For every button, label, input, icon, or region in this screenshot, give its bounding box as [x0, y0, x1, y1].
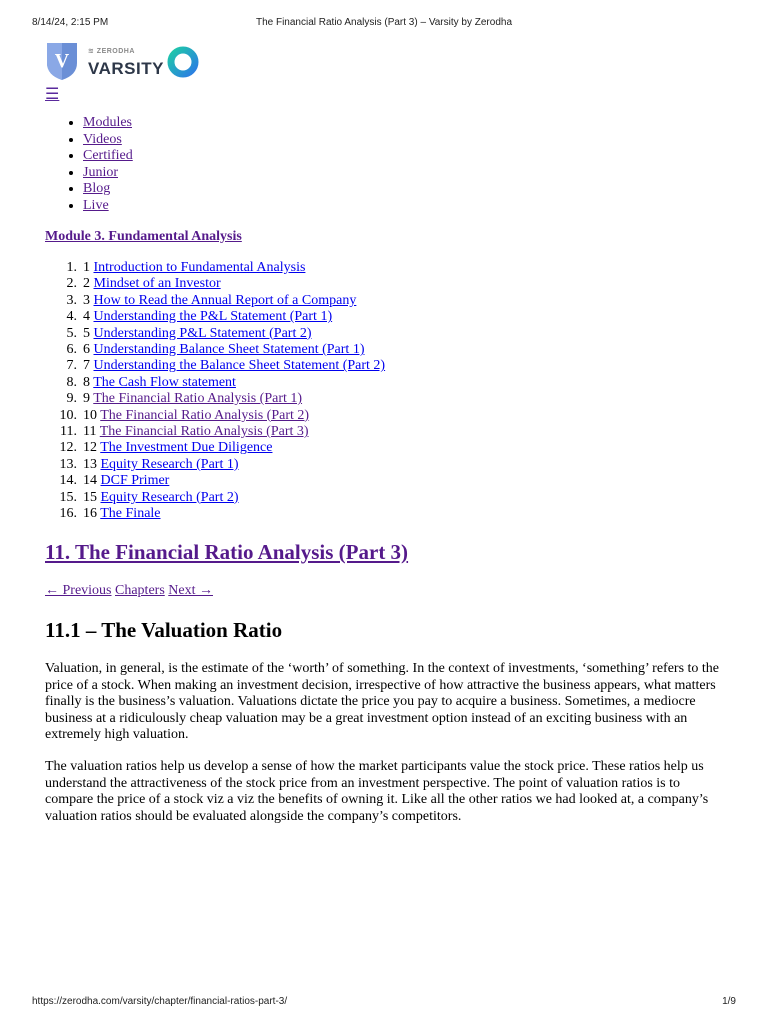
chapter-heading	[45, 540, 408, 565]
chapter-number: 10	[83, 407, 97, 423]
nav-item-modules	[83, 115, 133, 132]
chapter-list	[45, 260, 385, 523]
page-number: 1/9	[722, 996, 736, 1007]
chapter-item	[66, 342, 385, 358]
varsity-brand: VARSITY	[88, 59, 164, 78]
chapter-number: 1	[83, 260, 90, 275]
next-link[interactable]: Next →	[168, 583, 213, 598]
chapter-number: 4	[83, 309, 90, 325]
chapter-item	[59, 473, 385, 489]
chapter-link[interactable]: Understanding P&L Statement (Part 2)	[93, 325, 312, 341]
chapter-number: 9	[83, 391, 90, 407]
chapter-number: 5	[83, 325, 90, 341]
chapter-item	[66, 309, 385, 325]
chapter-heading-link[interactable]: 11. The Financial Ratio Analysis (Part 3)	[45, 540, 409, 564]
nav-item-blog	[83, 181, 133, 198]
print-url: https://zerodha.com/varsity/chapter/financial-ratios-part-3/	[32, 996, 288, 1007]
chapter-index: 3.	[66, 292, 77, 308]
zerodha-brand: ≋ ZERODHA	[88, 48, 135, 55]
chapter-index: 15.	[59, 489, 77, 505]
chapter-link[interactable]: Introduction to Fundamental Analysis	[93, 260, 306, 275]
chapter-number: 13	[83, 456, 97, 472]
nav-link-modules[interactable]: Modules	[83, 115, 132, 130]
chapter-number: 6	[83, 342, 90, 358]
section-heading: 11.1 – The Valuation Ratio	[45, 618, 283, 642]
chapter-number: 16	[83, 506, 97, 522]
ring-logo-icon	[166, 45, 200, 79]
chapter-number: 11	[83, 424, 97, 440]
chapter-number: 2	[83, 276, 90, 292]
chapter-link[interactable]: The Cash Flow statement	[93, 374, 236, 390]
nav-item-certified	[83, 148, 133, 165]
chapter-link[interactable]: The Financial Ratio Analysis (Part 1)	[93, 391, 303, 407]
chapter-link[interactable]: How to Read the Annual Report of a Company	[93, 292, 357, 308]
chapter-index: 8.	[66, 374, 77, 390]
chapter-link[interactable]: The Finale	[100, 506, 161, 522]
chapter-item	[66, 358, 386, 374]
nav-link-blog[interactable]: Blog	[83, 181, 111, 196]
chapter-link[interactable]: Equity Research (Part 2)	[100, 489, 239, 505]
chapter-number: 3	[83, 292, 90, 308]
chapter-index: 4.	[66, 309, 77, 325]
chapter-index: 9.	[66, 391, 77, 407]
body-paragraph: The valuation ratios help us develop a sense of how the market participants value the stock price. These ratios help us understand the attractiveness of the stock price from an investment perspective. The point of valuation ratios is to compare the price of a stock viz a viz the benefits of owning it. Like all the other ratios we had looked at, a company’s valuation ratios should be evaluated alongside the company’s competitors.	[45, 759, 709, 824]
previous-link[interactable]: ← Previous	[45, 583, 112, 598]
chapters-link[interactable]: Chapters	[115, 583, 165, 598]
chapter-item	[66, 292, 385, 309]
chapter-item	[66, 374, 385, 391]
hamburger-menu-icon[interactable]: ☰	[45, 86, 60, 103]
nav-link-junior[interactable]: Junior	[83, 164, 118, 180]
print-footer	[32, 996, 736, 1007]
nav-item-live	[83, 198, 133, 215]
chapter-index: 10.	[59, 407, 77, 423]
chapter-item	[59, 440, 385, 456]
chapter-number: 14	[83, 473, 97, 489]
chapter-link[interactable]: The Investment Due Diligence	[100, 440, 273, 456]
nav-item-junior	[83, 165, 133, 182]
chapter-index: 14.	[59, 473, 77, 489]
main-nav	[45, 115, 133, 214]
chapter-nav	[45, 583, 213, 599]
chapter-number: 8	[83, 374, 90, 390]
chapter-index: 13.	[59, 456, 77, 472]
chapter-link[interactable]: Understanding the P&L Statement (Part 1)	[93, 309, 333, 325]
chapter-item	[59, 489, 385, 506]
shield-icon	[45, 41, 79, 81]
print-doc-title: The Financial Ratio Analysis (Part 3) – Varsity by Zerodha	[255, 17, 513, 28]
nav-item-videos	[83, 132, 133, 149]
chapter-link[interactable]: DCF Primer	[100, 473, 170, 489]
chapter-index: 12.	[59, 440, 77, 456]
chapter-index: 1.	[66, 260, 77, 275]
chapter-link[interactable]: The Financial Ratio Analysis (Part 2)	[100, 407, 310, 423]
chapter-item	[66, 325, 385, 342]
chapter-index: 16.	[59, 506, 77, 522]
chapter-number: 12	[83, 440, 97, 456]
chapter-index: 5.	[66, 325, 77, 341]
body-paragraph: Valuation, in general, is the estimate of the ‘worth’ of something. In the context of investments, ‘something’ refers to the price of a stock. When making an investment decision, irrespective of how attractive the business appears, what matters finally is the business’s valuation. Valuations dictate the price you pay to acquire a business. Sometimes, a mediocre business at a ridiculously cheap valuation may be a great investment option instead of an exciting business with an extremely high valuation.	[45, 661, 720, 742]
chapter-link[interactable]: Equity Research (Part 1)	[100, 456, 239, 472]
chapter-item	[66, 260, 385, 276]
varsity-logo-link[interactable]	[45, 41, 205, 83]
chapter-link[interactable]: Understanding the Balance Sheet Statement (Part 2)	[93, 358, 386, 374]
chapter-item	[59, 506, 385, 522]
chapter-number: 7	[83, 358, 90, 374]
nav-link-certified[interactable]: Certified	[83, 148, 133, 163]
chapter-item	[66, 276, 385, 292]
chapter-link[interactable]: Understanding Balance Sheet Statement (Part 1)	[93, 342, 365, 358]
print-date: 8/14/24, 2:15 PM	[32, 17, 109, 28]
chapter-number: 15	[83, 489, 97, 505]
chapter-index: 2.	[66, 276, 77, 292]
chapter-link[interactable]: Mindset of an Investor	[93, 276, 221, 292]
chapter-index: 7.	[66, 358, 77, 374]
chapter-item	[59, 456, 385, 473]
chapter-index: 6.	[66, 342, 77, 358]
chapter-item	[66, 391, 385, 407]
chapter-item-current	[60, 424, 385, 440]
shield-letter: V	[54, 50, 70, 72]
nav-link-videos[interactable]: Videos	[83, 131, 122, 147]
nav-link-live[interactable]: Live	[83, 197, 109, 213]
chapter-index: 11.	[60, 424, 77, 440]
chapter-item	[59, 407, 385, 424]
chapter-link-current[interactable]: The Financial Ratio Analysis (Part 3)	[99, 424, 309, 440]
module-title-link[interactable]: Module 3. Fundamental Analysis	[45, 229, 242, 244]
